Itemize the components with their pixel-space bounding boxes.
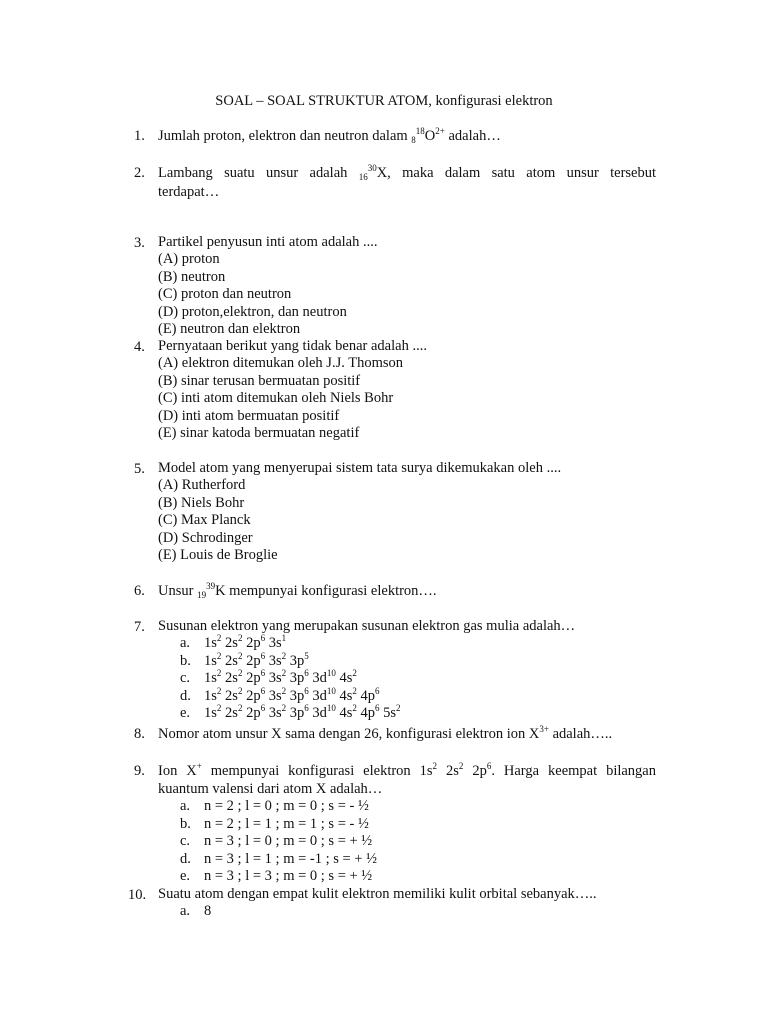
question-2: 2. Lambang suatu unsur adalah $_{16}^{30}$X, maka dalam satu atom unsur tersebut terdapat…: [134, 163, 657, 200]
option: (C) inti atom ditemukan oleh Niels Bohr: [158, 390, 394, 407]
option: b. $1s^2$ $2s^2$ $2p^6$ $3s^2$ $3p^5$: [180, 650, 309, 669]
option: a. 8: [180, 903, 212, 920]
question-4: 4. Pernyataan berikut yang tidak benar adalah .... (A) elektron ditemukan oleh J.J. Thomson (B) sinar terusan bermuatan positif (C) inti atom ditemukan oleh Niels Bohr (D) inti atom bermuatan positif (E) sinar katoda bermuatan negatif: [158, 338, 656, 442]
question-5: 5. Model atom yang menyerupai sistem tata surya dikemukakan oleh .... (A) Rutherford (B) Niels Bohr (C) Max Planck (D) Schrodinger (E) Louis de Broglie: [158, 460, 656, 564]
option: (D) Schrodinger: [158, 529, 253, 546]
option: e. $1s^2$ $2s^2$ $2p^6$ $3s^2$ $3p^6$ $3d^{10}$ $4s^2$ $4p^6$ $5s^2$: [180, 703, 401, 722]
question-number: 9.: [134, 763, 145, 779]
option: (A) Rutherford: [158, 477, 246, 494]
option: (E) neutron dan elektron: [158, 321, 301, 338]
option: a. $1s^2$ $2s^2$ $2p^6$ $3s^1$: [180, 633, 287, 652]
option: (B) Niels Bohr: [158, 494, 245, 511]
option: c. $1s^2$ $2s^2$ $2p^6$ $3s^2$ $3p^6$ $3d^{10}$ $4s^2$: [180, 668, 357, 687]
option: b. n = 2 ; l = 1 ; m = 1 ; s = - ½: [180, 815, 369, 832]
question-number: 4.: [134, 339, 145, 355]
question-number: 2.: [134, 165, 145, 181]
question-3: 3. Partikel penyusun inti atom adalah .... (A) proton (B) neutron (C) proton dan neutron (D) proton,elektron, dan neutron (E) neutron dan elektron: [158, 234, 656, 338]
option: (A) proton: [158, 251, 220, 268]
option: (E) sinar katoda bermuatan negatif: [158, 425, 360, 442]
question-7: 7. Susunan elektron yang merupakan susunan elektron gas mulia adalah… a. $1s^2$ $2s^2$ $2p^6$ $3s^1$ b. $1s^2$ $2s^2$ $2p^6$ $3s^2$ $3p^5$ c. $1s^2$ $2s^2$ $2p^6$ $3s^2$ $3p^6$ $3d^{10}$ $4s^2$ d. $1s^2$ $2s^2$ $2p^6$ $3s^2$ $3p^6$ $3d^{10}$ $4s^2$ $4p^6$ e. $1s^2$ $2s^2$ $2p^6$ $3s^2$ $3p^6$ $3d^{10}$ $4s^2$ $4p^6$ $5s^2$: [158, 618, 656, 723]
question-8: 8. Nomor atom unsur X sama dengan 26, konfigurasi elektron ion $X^{3+}$ adalah…..: [134, 724, 613, 742]
question-number: 10.: [128, 887, 147, 903]
page-title: SOAL – SOAL STRUKTUR ATOM, konfigurasi elektron: [215, 93, 553, 109]
question-number: 1.: [134, 128, 145, 144]
question-1: 1. Jumlah proton, elektron dan neutron dalam $_8^{18}O^{2+}$ adalah…: [134, 126, 501, 145]
question-9: 9. Ion X+ mempunyai konfigurasi elektron $1s^2$ $2s^2$ $2p^6$. Harga keempat bilangan kuantum valensi dari atom X adalah… a. n = 2 ; l = 0 ; m = 0 ; s = - ½ b. n = 2 ; l = 1 ; m = 1 ; s = - ½ c. n = 3 ; l = 0 ; m = 0 ; s = + ½ d. n = 3 ; l = 1 ; m = -1 ; s = + ½ e. n = 3 ; l = 3 ; m = 0 ; s = + ½: [134, 761, 656, 885]
option: c. n = 3 ; l = 0 ; m = 0 ; s = + ½: [180, 833, 373, 850]
option: d. $1s^2$ $2s^2$ $2p^6$ $3s^2$ $3p^6$ $3d^{10}$ $4s^2$ $4p^6$: [180, 685, 380, 704]
question-number: 8.: [134, 726, 145, 742]
option: (D) inti atom bermuatan positif: [158, 407, 340, 424]
option: (D) proton,elektron, dan neutron: [158, 303, 347, 320]
option: (C) proton dan neutron: [158, 286, 292, 303]
question-number: 5.: [134, 461, 145, 477]
question-number: 7.: [134, 619, 145, 635]
option: (B) sinar terusan bermuatan positif: [158, 372, 361, 389]
option: (C) Max Planck: [158, 512, 251, 529]
option: e. n = 3 ; l = 3 ; m = 0 ; s = + ½: [180, 868, 373, 885]
option: (B) neutron: [158, 268, 226, 285]
option: a. n = 2 ; l = 0 ; m = 0 ; s = - ½: [180, 798, 369, 815]
option: (A) elektron ditemukan oleh J.J. Thomson: [158, 355, 403, 372]
question-number: 6.: [134, 583, 145, 599]
option: (E) Louis de Broglie: [158, 547, 278, 564]
option: d. n = 3 ; l = 1 ; m = -1 ; s = + ½: [180, 850, 378, 867]
question-10: 10. Suatu atom dengan empat kulit elektron memiliki kulit orbital sebanyak….. a. 8: [158, 886, 656, 921]
question-number: 3.: [134, 235, 145, 251]
question-6: 6. Unsur $_{19}^{39}$K mempunyai konfigurasi elektron….: [134, 581, 437, 600]
